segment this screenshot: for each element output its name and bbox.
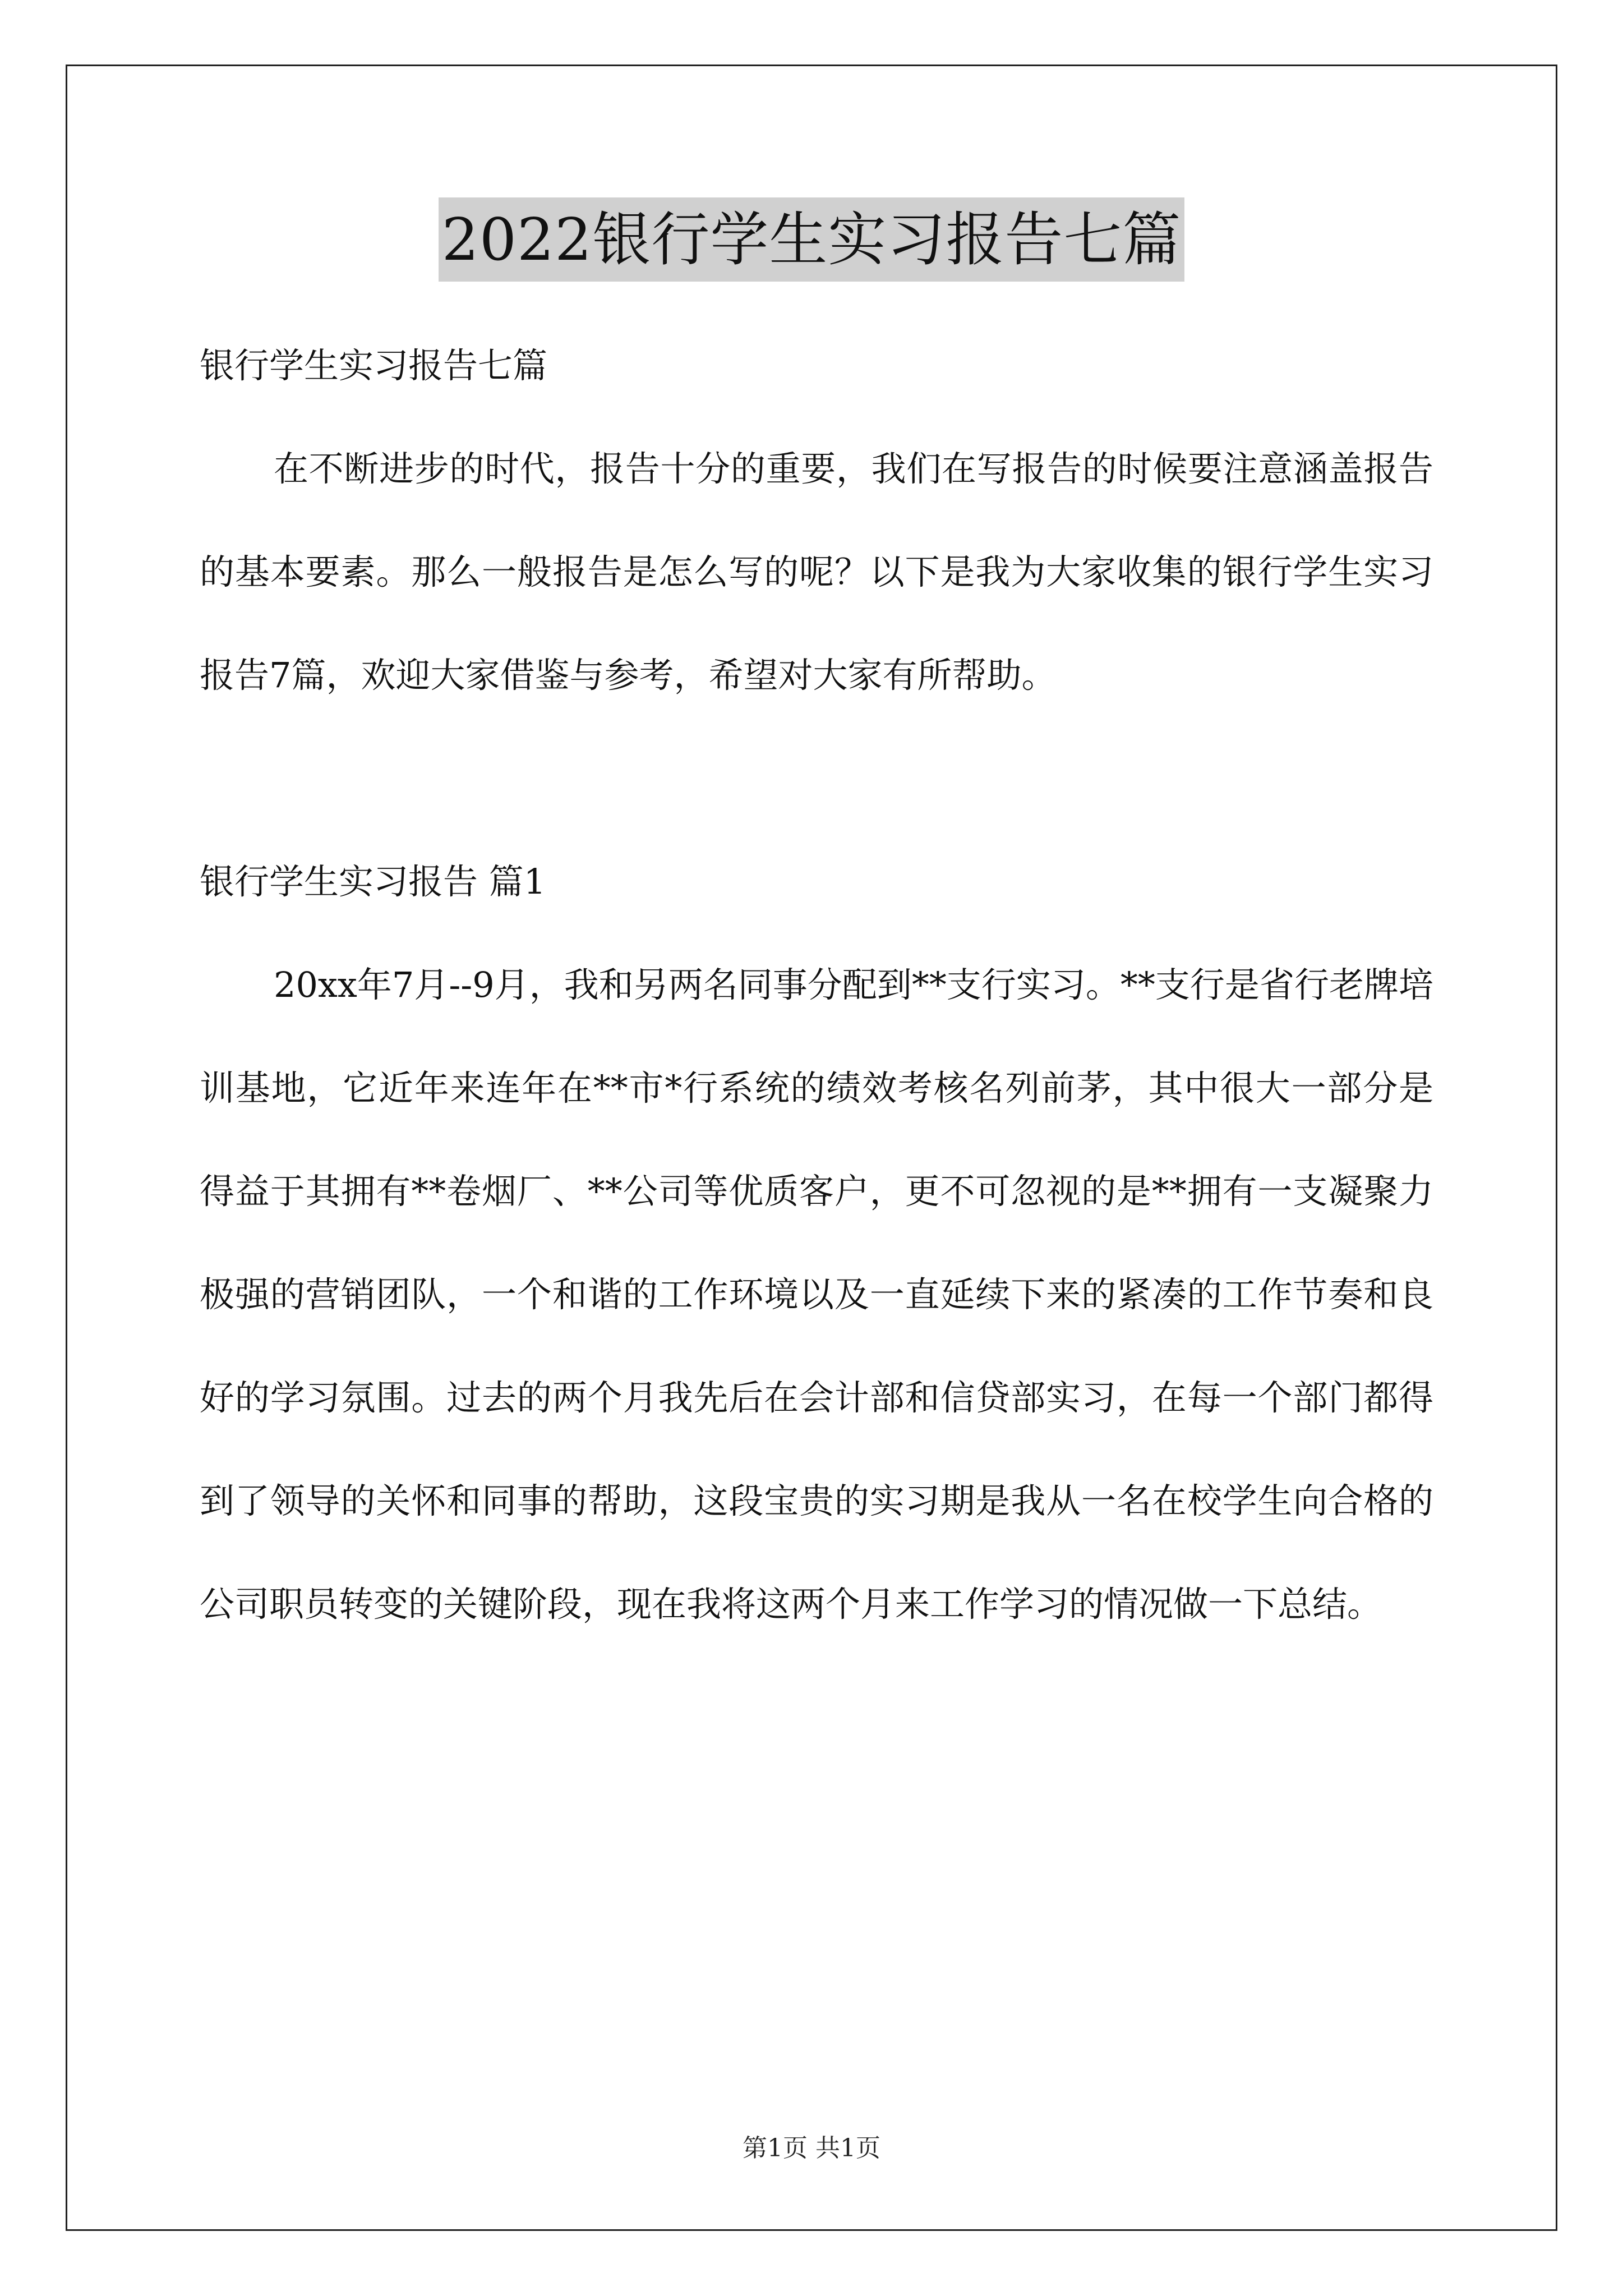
- section-paragraph: 20xx年7月--9月，我和另两名同事分配到**支行实习。**支行是省行老牌培训基地，它近年来连年在**市*行系统的绩效考核名列前茅，其中很大一部分是得益于其拥有**卷烟厂、**公司等优质客户，更不可忽视的是**拥有一支凝聚力极强的营销团队，一个和谐的工作环境以及一直延续下来的紧凑的工作节奏和良好的学习氛围。过去的两个月我先后在会计部和信贷部实习，在每一个部门都得到了领导的关怀和同事的帮助，这段宝贵的实习期是我从一名在校学生向合格的公司职员转变的关键阶段，现在我将这两个月来工作学习的情况做一下总结。: [200, 964, 1433, 1625]
- title-container: [0, 197, 1623, 282]
- intro-paragraph: 在不断进步的时代，报告十分的重要，我们在写报告的时候要注意涵盖报告的基本要素。那么一般报告是怎么写的呢？以下是我为大家收集的银行学生实习报告7篇，欢迎大家借鉴与参考，希望对大家有所帮助。: [200, 448, 1433, 696]
- page-footer: 第1页 共1页: [743, 2134, 880, 2162]
- document-subtitle: 银行学生实习报告七篇: [200, 345, 548, 386]
- document-title: 2022银行学生实习报告七篇: [439, 197, 1185, 282]
- document-body: [200, 314, 1433, 1656]
- section-heading: 银行学生实习报告 篇1: [200, 861, 546, 902]
